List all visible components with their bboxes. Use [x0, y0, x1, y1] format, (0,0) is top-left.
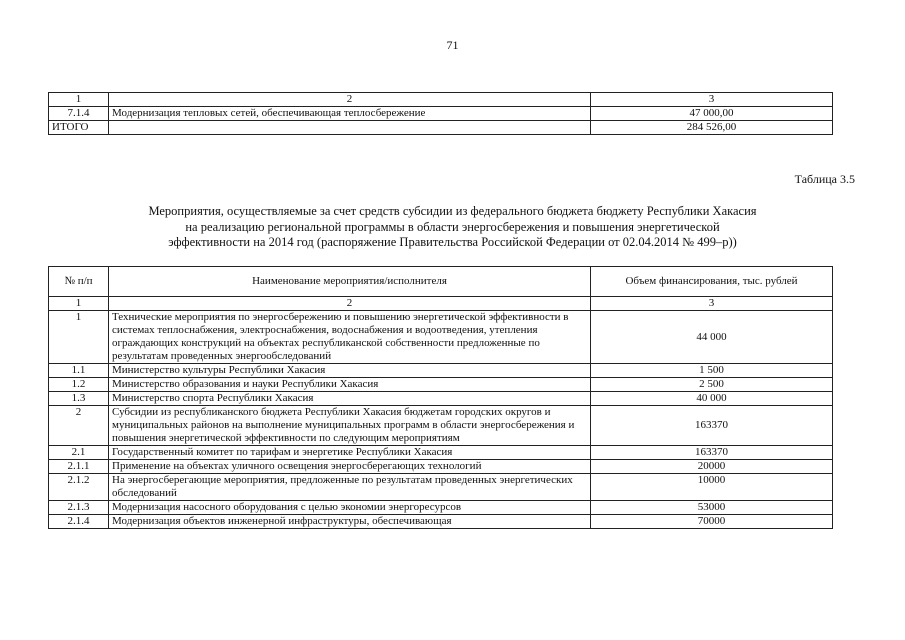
row-number: 1.3 — [49, 392, 109, 406]
row-number: 2.1 — [49, 446, 109, 460]
table-caption: Таблица 3.5 — [794, 172, 855, 186]
table-row-total — [49, 121, 833, 135]
table-row — [49, 460, 833, 474]
row-amount: 10000 — [591, 474, 833, 501]
row-number: 7.1.4 — [49, 107, 109, 121]
table-row — [49, 474, 833, 501]
title-line: эффективности на 2014 год (распоряжение Правительства Российской Федерации от 02.04.2014 № 499–р)) — [168, 235, 737, 249]
row-name: Субсидии из республиканского бюджета Республики Хакасия бюджетам городских округов и муниципальных районов на выполнение муниципальных программ в области энергосбережения и повышения энергетической эффективности по следующим мероприятиям — [109, 406, 591, 446]
top-table — [48, 92, 833, 135]
table-row — [49, 515, 833, 529]
row-name: Министерство спорта Республики Хакасия — [109, 392, 591, 406]
total-amount: 284 526,00 — [591, 121, 833, 135]
column-numbers-row — [49, 297, 833, 311]
header-number: № п/п — [49, 267, 109, 297]
row-number: 2.1.2 — [49, 474, 109, 501]
row-number: 1.2 — [49, 378, 109, 392]
table-row — [49, 311, 833, 364]
table-row — [49, 406, 833, 446]
row-number: 2 — [49, 406, 109, 446]
page-number: 71 — [446, 38, 459, 52]
row-name: Министерство культуры Республики Хакасия — [109, 364, 591, 378]
row-number: 1 — [49, 311, 109, 364]
row-name: Модернизация тепловых сетей, обеспечивающая теплосбережение — [109, 107, 591, 121]
row-number: 2.1.1 — [49, 460, 109, 474]
row-number: 2.1.4 — [49, 515, 109, 529]
table-row — [49, 364, 833, 378]
table-row — [49, 501, 833, 515]
col-number-cell: 1 — [49, 93, 109, 107]
col-number-cell: 2 — [109, 93, 591, 107]
title-line: Мероприятия, осуществляемые за счет средств субсидии из федерального бюджета бюджету Республики Хакасия — [148, 204, 757, 218]
row-name: Применение на объектах уличного освещения энергосберегающих технологий — [109, 460, 591, 474]
table-row — [49, 392, 833, 406]
table-header-row — [49, 93, 833, 107]
title-line: на реализацию региональной программы в области энергосбережения и повышения энергетической — [185, 219, 720, 234]
row-name: Технические мероприятия по энергосбережению и повышению энергетической эффективности в системах теплоснабжения, электроснабжения, водоснабжения и водоотведения, утепления ограждающих конструкций на объектах республиканской собственности предложенные по результатам проведенных энергообследований — [109, 311, 591, 364]
row-amount: 2 500 — [591, 378, 833, 392]
row-amount: 20000 — [591, 460, 833, 474]
table-row — [49, 446, 833, 460]
col-number-cell: 3 — [591, 93, 833, 107]
total-label: ИТОГО — [49, 121, 109, 135]
row-amount: 53000 — [591, 501, 833, 515]
table-row — [49, 378, 833, 392]
row-amount: 70000 — [591, 515, 833, 529]
row-number: 1.1 — [49, 364, 109, 378]
row-amount: 44 000 — [591, 311, 833, 364]
col-number-cell: 3 — [591, 297, 833, 311]
row-name: Модернизация насосного оборудования с целью экономии энергоресурсов — [109, 501, 591, 515]
header-amount: Объем финансирования, тыс. рублей — [591, 267, 833, 297]
row-name: Министерство образования и науки Республики Хакасия — [109, 378, 591, 392]
table-header-row — [49, 267, 833, 297]
col-number-cell: 2 — [109, 297, 591, 311]
row-amount: 40 000 — [591, 392, 833, 406]
table-title — [90, 204, 815, 251]
table-row — [49, 107, 833, 121]
row-number: 2.1.3 — [49, 501, 109, 515]
header-name: Наименование мероприятия/исполнителя — [109, 267, 591, 297]
col-number-cell: 1 — [49, 297, 109, 311]
row-name: Модернизация объектов инженерной инфраструктуры, обеспечивающая — [109, 515, 591, 529]
row-amount: 1 500 — [591, 364, 833, 378]
row-amount: 163370 — [591, 406, 833, 446]
main-table — [48, 266, 833, 529]
row-name: Государственный комитет по тарифам и энергетике Республики Хакасия — [109, 446, 591, 460]
row-name — [109, 121, 591, 135]
row-amount: 47 000,00 — [591, 107, 833, 121]
row-amount: 163370 — [591, 446, 833, 460]
row-name: На энергосберегающие мероприятия, предложенные по результатам проведенных энергетических обследований — [109, 474, 591, 501]
